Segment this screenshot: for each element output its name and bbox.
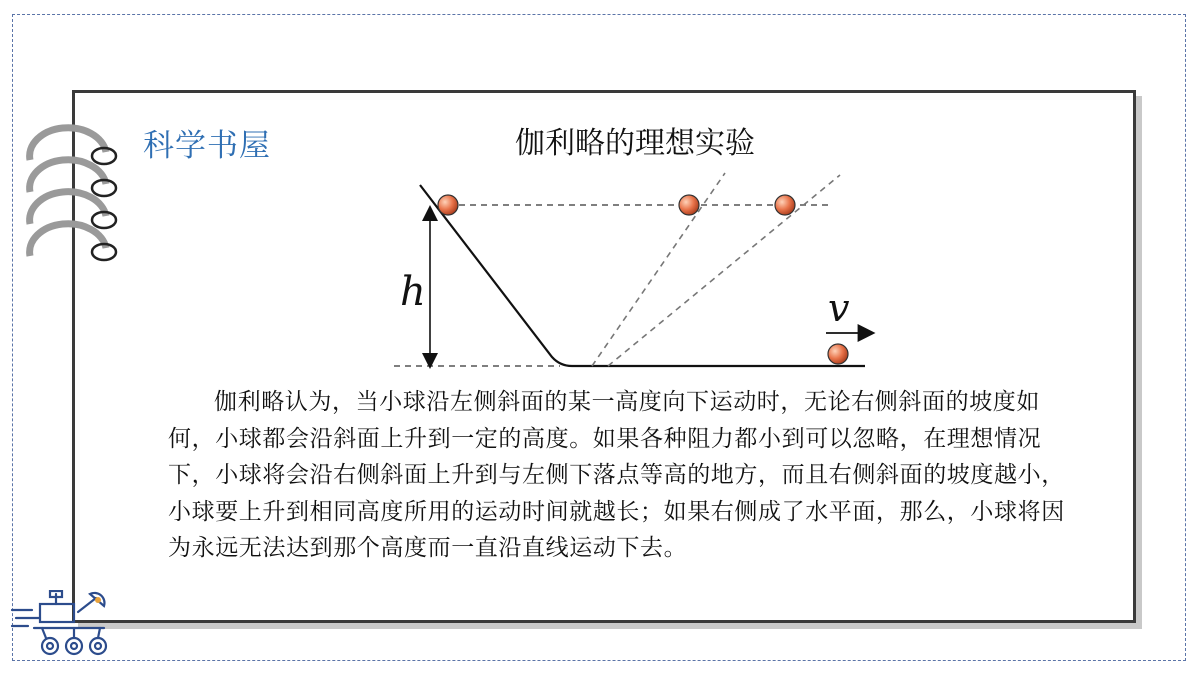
space-rover-icon (10, 590, 110, 660)
gentle-right-slope (608, 175, 840, 366)
ball-steep-slope (679, 195, 699, 215)
page-title: 伽利略的理想实验 (515, 126, 755, 161)
steep-right-slope (592, 173, 725, 366)
ideal-experiment-diagram (380, 165, 900, 380)
brand-label: 科学书屋 (143, 128, 271, 164)
ball-horizontal (828, 344, 848, 364)
left-incline (420, 185, 865, 366)
velocity-label: v (828, 286, 850, 330)
explanation-text (168, 384, 1068, 567)
binder-rings-icon (20, 120, 130, 280)
height-label: h (400, 269, 426, 315)
ball-start (438, 195, 458, 215)
explanation-paragraph: 伽利略认为，当小球沿左侧斜面的某一高度向下运动时，无论右侧斜面的坡度如何，小球都会沿斜面上升到一定的高度。如果各种阻力都小到可以忽略，在理想情况下，小球将会沿右侧斜面上升到与左侧下落点等高的地方，而且右侧斜面的坡度越小，小球要上升到相同高度所用的运动时间就越长；如果右侧成了水平面，那么，小球将因为永远无法达到那个高度而一直沿直线运动下去。 (168, 389, 1065, 561)
ball-gentle-slope (775, 195, 795, 215)
